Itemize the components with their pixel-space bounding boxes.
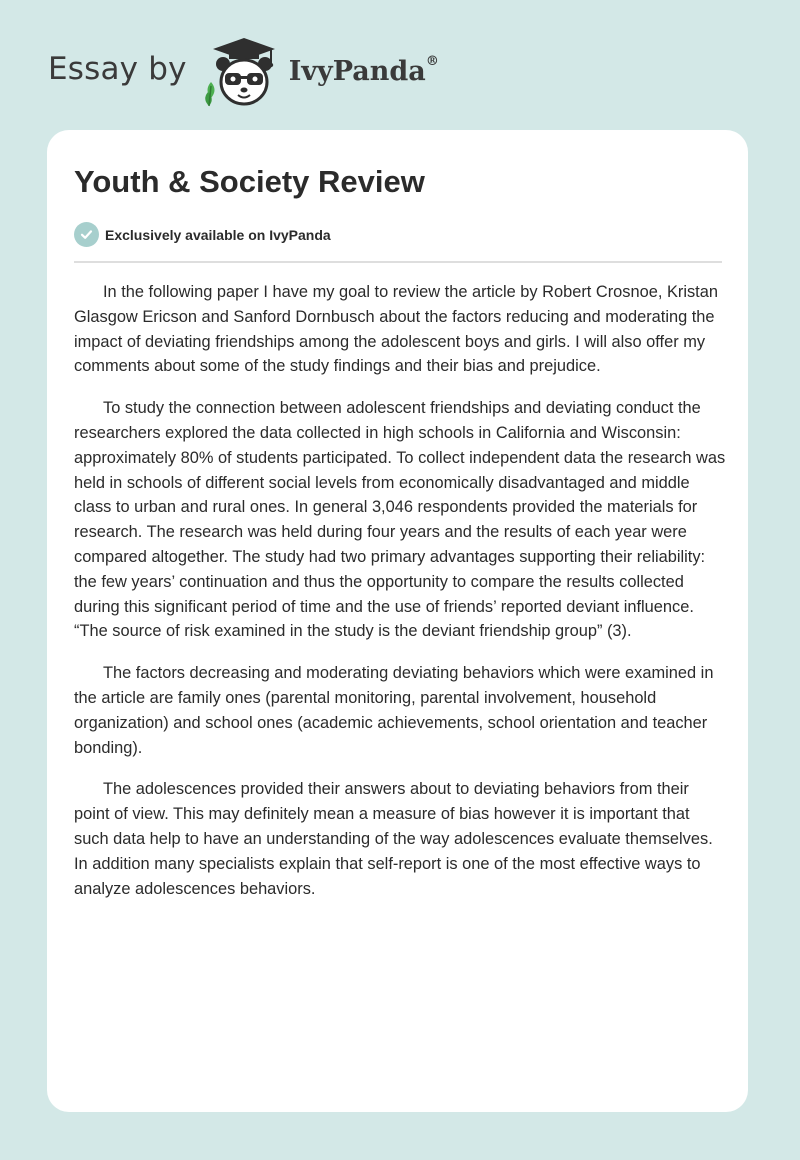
- paragraph: In the following paper I have my goal to review the article by Robert Crosnoe, Kristan Glasgow Ericson and Sanford Dornbusch about the factors reducing and moderating the impact of deviating friendships among the adolescent boys and girls. I will also offer my comments about some of the study findings and their bias and prejudice.: [74, 283, 718, 376]
- brand-name: [288, 53, 439, 87]
- checkmark-glyph: [80, 228, 93, 241]
- panda-graduate-icon: [201, 36, 287, 108]
- essay-card: [47, 130, 748, 1112]
- page-title: Youth & Society Review: [74, 164, 425, 199]
- exclusive-badge-text: Exclusively available on IvyPanda: [105, 226, 331, 243]
- trademark-mark: ®: [425, 53, 439, 69]
- paragraph: The adolescences provided their answers about to deviating behaviors from their point of view. This may definitely mean a measure of bias however it is important that such data help to have an understanding of the way adolescences evaluate themselves. In addition many specialists explain that self-report is one of the most effective ways to analyze adolescences behaviors.: [74, 780, 713, 898]
- check-circle-icon: [74, 222, 99, 247]
- paragraph: The factors decreasing and moderating deviating behaviors which were examined in the article are family ones (parental monitoring, parental involvement, household organization) and school ones (academic achievements, school orientation and teacher bonding).: [74, 664, 714, 757]
- brand-header[interactable]: [48, 36, 439, 108]
- essay-by-label: Essay by: [48, 51, 187, 87]
- brand-name-text: IvyPanda: [288, 55, 426, 87]
- title-divider: [74, 261, 722, 263]
- paragraph: To study the connection between adolescent friendships and deviating conduct the researchers explored the data collected in high schools in California and Wisconsin: approximately 80% of students participated. To collect independent data the research was held in schools of different social levels from economically disadvantaged and middle class to urban and rural ones. In general 3,046 respondents provided the materials for research. The research was held during four years and the results of each year were compared altogether. The study had two primary advantages supporting their reliability: the few years’ continuation and thus the opportunity to compare the results collected during this significant period of time and the use of friends’ reported deviant influence. “The source of risk examined in the study is the deviant friendship group” (3).: [74, 399, 726, 641]
- exclusive-badge: [74, 222, 331, 247]
- essay-body: [74, 280, 726, 918]
